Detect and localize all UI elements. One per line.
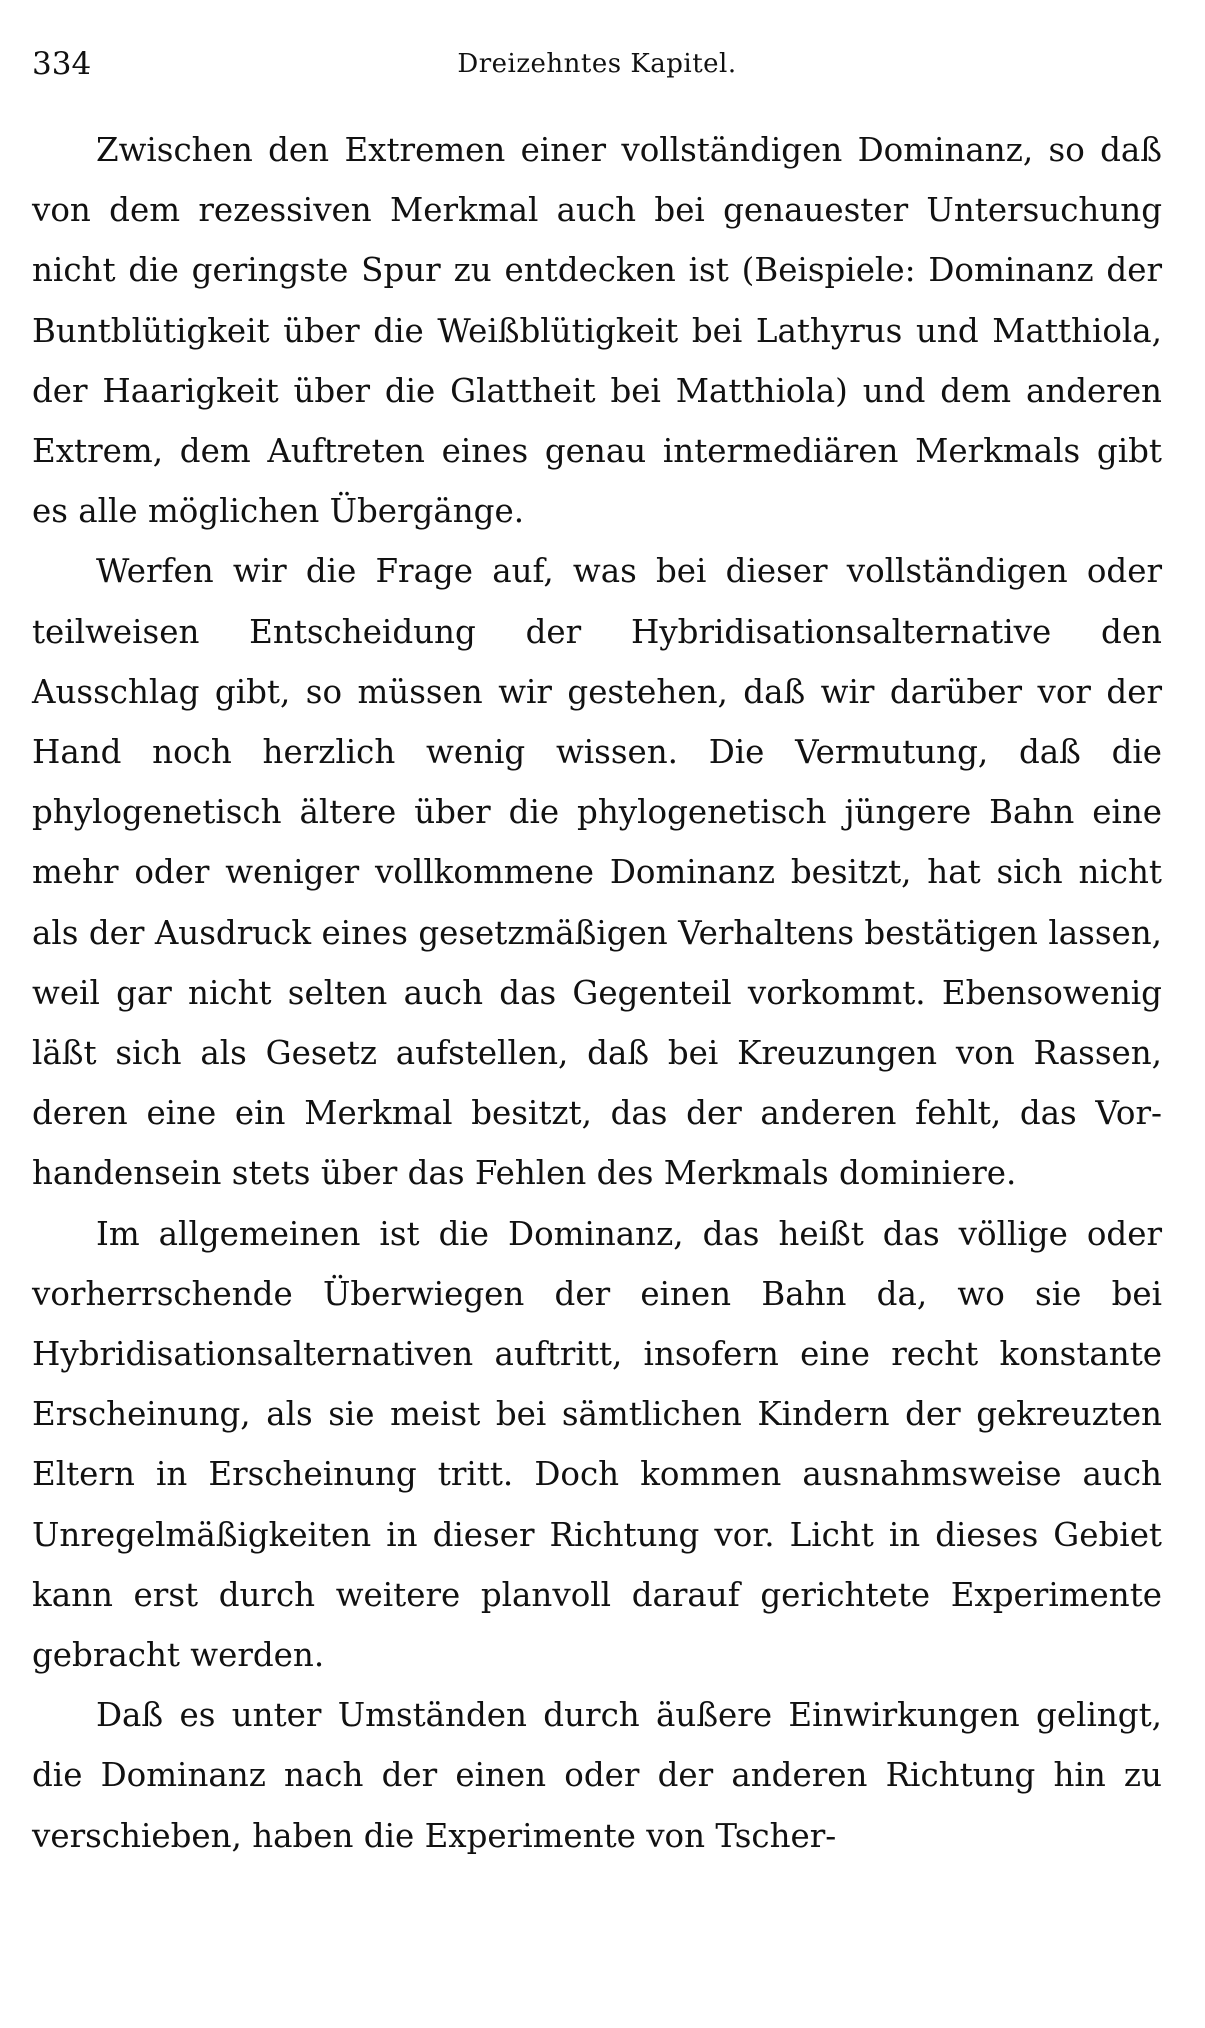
paragraph: Daß es unter Umständen durch äußere Einwirkungen gelingt, die Dominanz nach der einen oder der anderen Richtung hin zu verschieben, haben die Experimente von Tscher- — [32, 1696, 1162, 1855]
paragraph: Im allgemeinen ist die Dominanz, das heißt das völlige oder vorherrschende Überwiegen der einen Bahn da, wo sie bei Hybridisationsalternativen auftritt, insofern eine recht konstante Erscheinung, als sie meist bei sämtlichen Kindern der gekreuzten Eltern in Erscheinung tritt. Doch kommen ausnahmsweise auch Unregelmäßigkeiten in dieser Richtung vor. Licht in dieses Gebiet kann erst durch weitere planvoll darauf gerichtete Experimente gebracht werden. — [32, 1214, 1162, 1675]
page-header — [32, 40, 1162, 100]
paragraph: Werfen wir die Frage auf, was bei dieser vollständigen oder teilweisen Entscheidung der Hybridisationsalternative den Ausschlag gibt, so müssen wir gestehen, daß wir darüber vor der Hand noch herzlich wenig wissen. Die Vermutung, daß die phylogenetisch ältere über die phylogenetisch jüngere Bahn eine mehr oder weniger vollkommene Dominanz besitzt, hat sich nicht als der Ausdruck eines gesetzmäßigen Verhaltens bestätigen lassen, weil gar nicht selten auch das Gegenteil vorkommt. Ebensowenig läßt sich als Gesetz aufstellen, daß bei Kreuzungen von Rassen, deren eine ein Merkmal besitzt, das der anderen fehlt, das Vorhandensein stets über das Fehlen des Merkmals dominiere. — [32, 552, 1162, 1193]
running-title: Dreizehntes Kapitel. — [457, 49, 737, 79]
paragraph: Zwischen den Extremen einer vollständigen Dominanz, so daß von dem rezessiven Merkmal auch bei genauester Untersuchung nicht die geringste Spur zu entdecken ist (Beispiele: Dominanz der Buntblütigkeit über die Weißblütigkeit bei Lathyrus und Matthiola, der Haarigkeit über die Glattheit bei Matthiola) und dem anderen Extrem, dem Auftreten eines genau intermediären Merkmals gibt es alle möglichen Übergänge. — [32, 131, 1162, 531]
book-page — [32, 40, 1162, 1866]
body-text — [32, 120, 1162, 1866]
page-number: 334 — [32, 46, 92, 82]
